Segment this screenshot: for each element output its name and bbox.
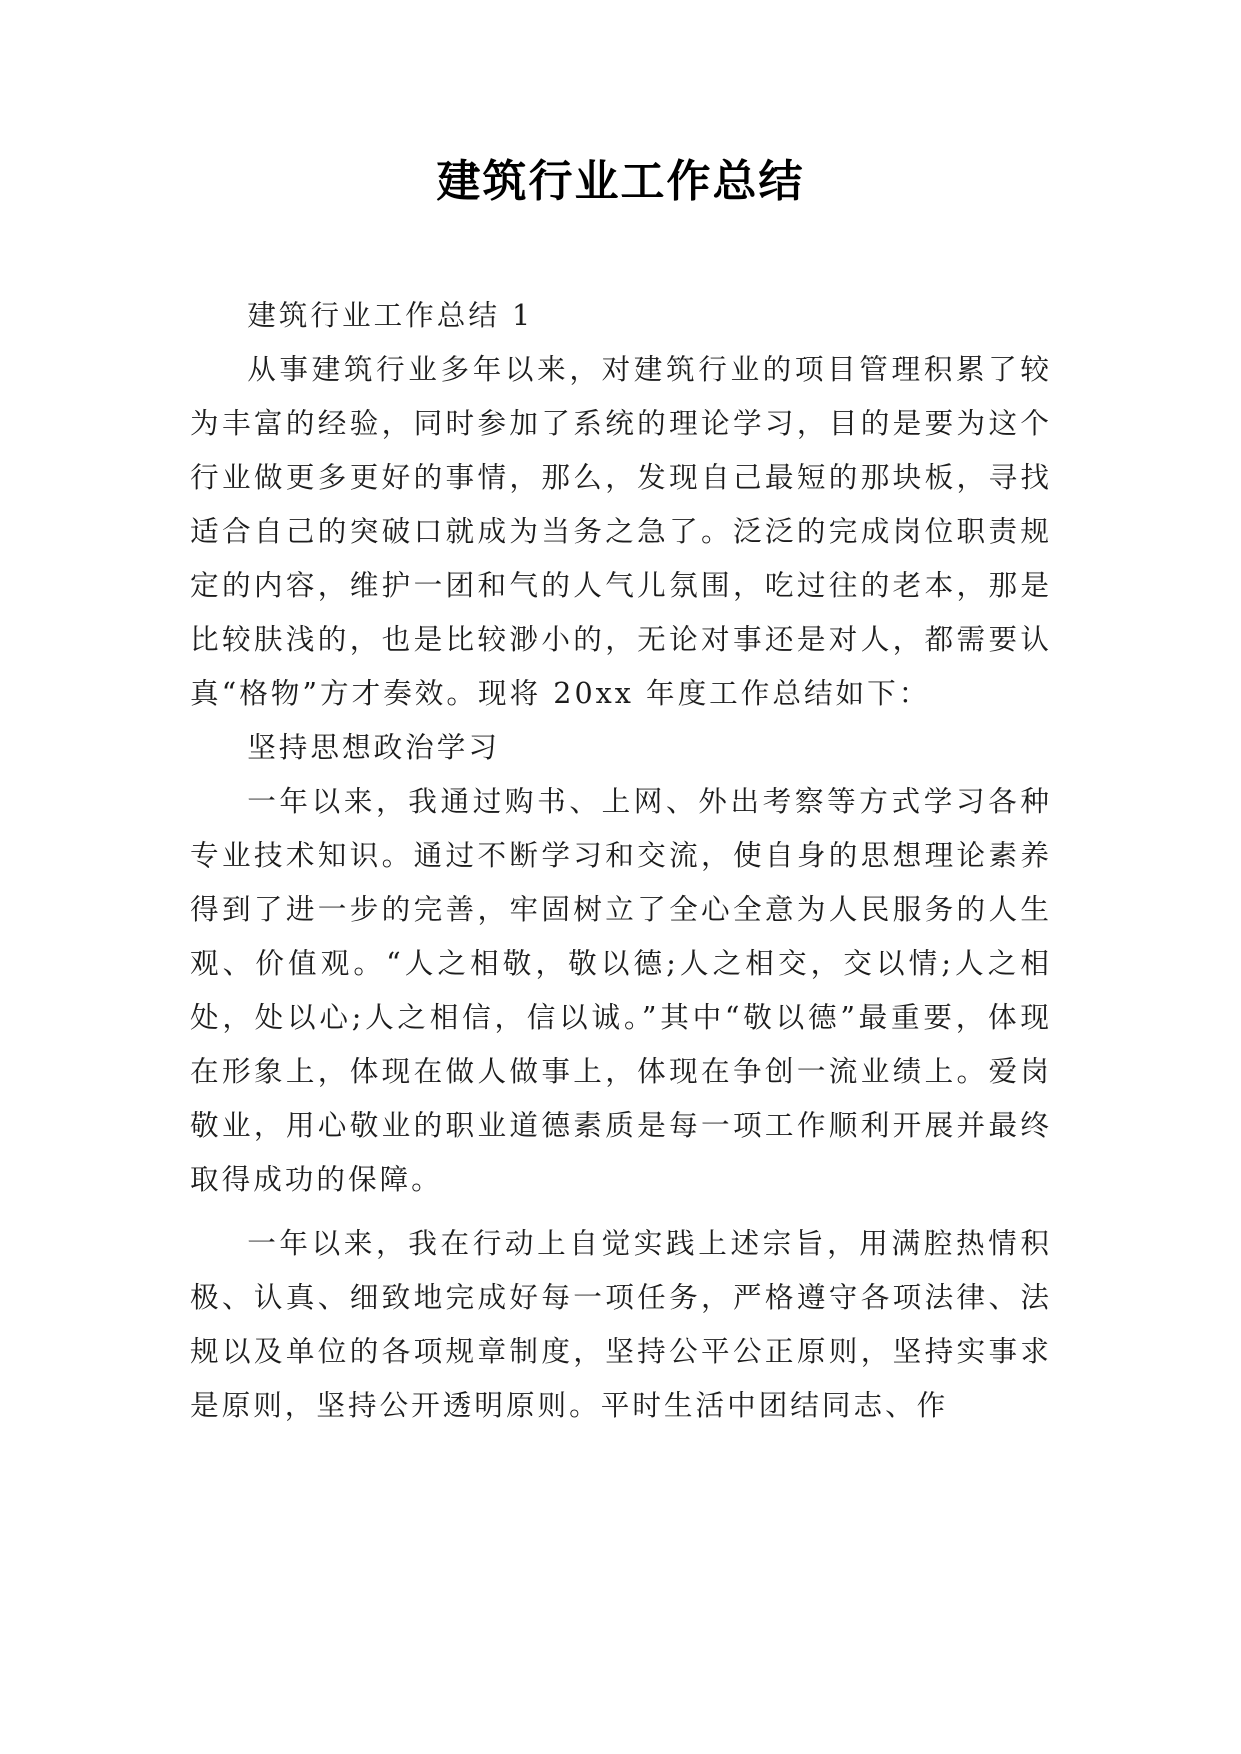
study-paragraph: 一年以来，我通过购书、上网、外出考察等方式学习各种专业技术知识。通过不断学习和交流，使自身的思想理论素养得到了进一步的完善，牢固树立了全心全意为人民服务的人生观、价值观。“人之相敬，敬以德;人之相交，交以情;人之相处，处以心;人之相信，信以诚。”其中“敬以德”最重要，体现在形象上，体现在做人做事上，体现在争创一流业绩上。爱岗敬业，用心敬业的职业道德素质是每一项工作顺利开展并最终取得成功的保障。 xyxy=(190,784,1052,1196)
section-heading-summary-1: 建筑行业工作总结 1 xyxy=(247,298,534,332)
document-body xyxy=(190,288,1052,1432)
document-title: 建筑行业工作总结 xyxy=(436,156,805,207)
intro-paragraph: 从事建筑行业多年以来，对建筑行业的项目管理积累了较为丰富的经验，同时参加了系统的理论学习，目的是要为这个行业做更多更好的事情，那么，发现自己最短的那块板，寻找适合自己的突破口就成为当务之急了。泛泛的完成岗位职责规定的内容，维护一团和气的人气儿氛围，吃过往的老本，那是比较肤浅的，也是比较渺小的，无论对事还是对人，都需要认真“格物”方才奏效。现将 20xx 年度工作总结如下： xyxy=(190,352,1052,710)
section-heading-political-study: 坚持思想政治学习 xyxy=(247,730,500,764)
practice-paragraph: 一年以来，我在行动上自觉实践上述宗旨，用满腔热情积极、认真、细致地完成好每一项任务，严格遵守各项法律、法规以及单位的各项规章制度，坚持公平公正原则，坚持实事求是原则，坚持公开透明原则。平时生活中团结同志、作 xyxy=(190,1226,1052,1422)
